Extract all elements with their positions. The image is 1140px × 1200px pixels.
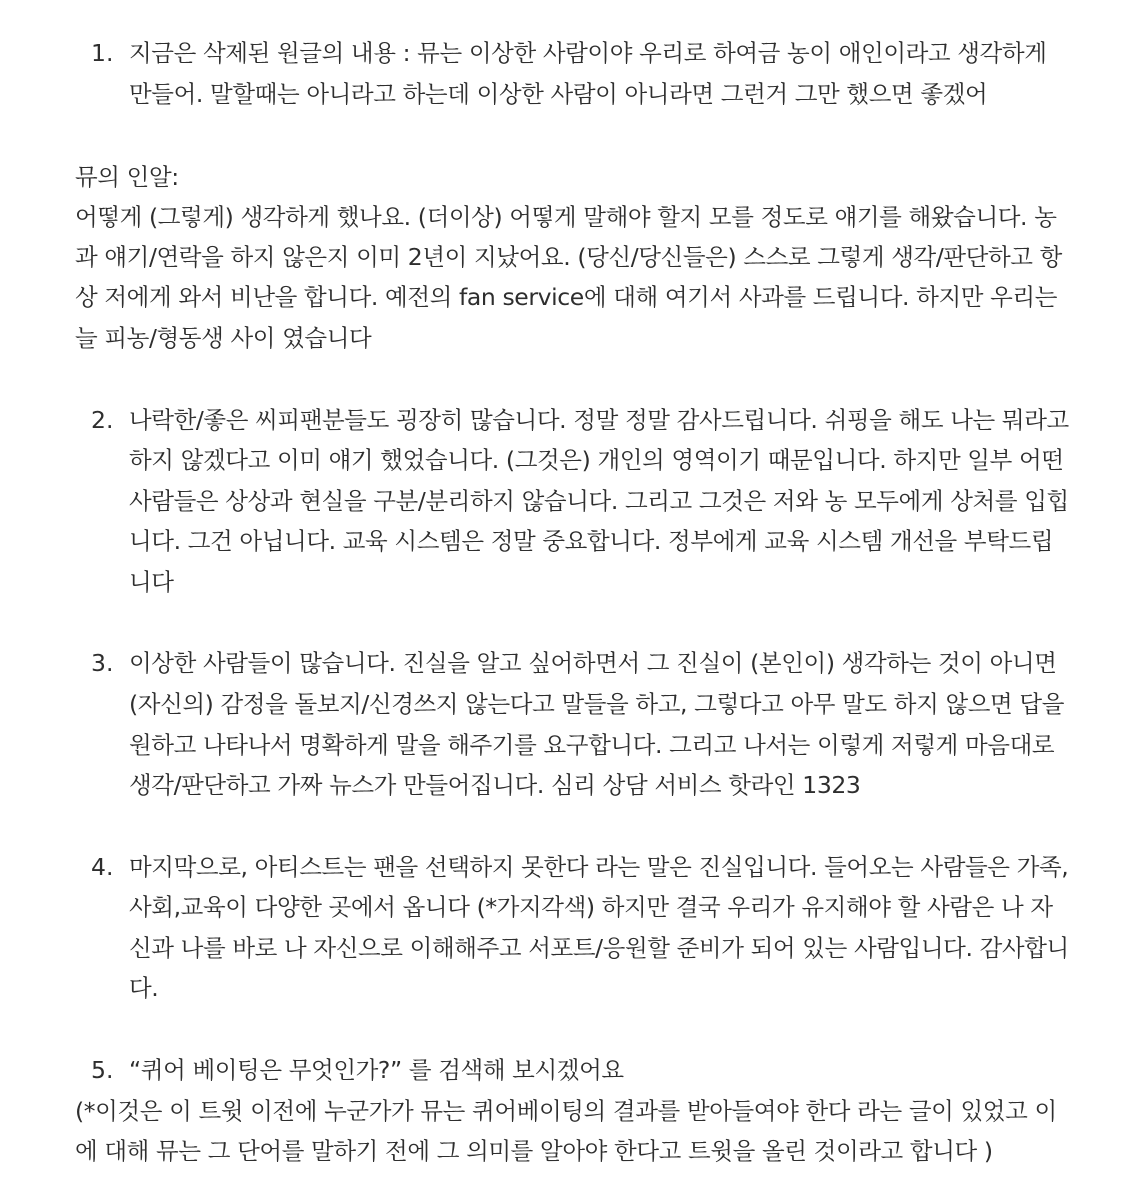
list-number: 1.: [91, 39, 114, 67]
paragraph-line: 생각/판단하고 가짜 뉴스가 만들어집니다. 심리 상담 서비스 핫라인 1323: [129, 771, 861, 799]
paragraph-line: 만들어. 말할때는 아니라고 하는데 이상한 사람이 아니라면 그런거 그만 했으면 좋겠어: [129, 80, 988, 108]
paragraph-line: 신과 나를 바로 나 자신으로 이해해주고 서포트/응원할 준비가 되어 있는 사람입니다. 감사합니: [129, 934, 1069, 962]
paragraph-line: (자신의) 감정을 돌보지/신경쓰지 않는다고 말들을 하고, 그렇다고 아무 말도 하지 않으면 답을: [129, 690, 1065, 718]
paragraph-line: 니다. 그건 아닙니다. 교육 시스템은 정말 중요합니다. 정부에게 교육 시스템 개선을 부탁드립: [129, 527, 1054, 555]
paragraph-line: 니다: [129, 568, 174, 596]
paragraph-line: 나락한/좋은 씨피팬분들도 굉장히 많습니다. 정말 정말 감사드립니다. 쉬핑을 해도 나는 뭐라고: [129, 406, 1069, 434]
translator-note-line: (*이것은 이 트윗 이전에 누군가가 뮤는 퀴어베이팅의 결과를 받아들여야 한다 라는 글이 있었고 이: [75, 1097, 1057, 1125]
paragraph-line: 사람들은 상상과 현실을 구분/분리하지 않습니다. 그리고 그것은 저와 농 모두에게 상처를 입힙: [129, 487, 1069, 515]
paragraph-line: 지금은 삭제된 원글의 내용 : 뮤는 이상한 사람이야 우리로 하여금 농이 애인이라고 생각하게: [129, 39, 1047, 67]
paragraph-line: 원하고 나타나서 명확하게 말을 해주기를 요구합니다. 그리고 나서는 이렇게 저렇게 마음대로: [129, 731, 1055, 759]
paragraph-line: 마지막으로, 아티스트는 팬을 선택하지 못한다 라는 말은 진실입니다. 들어오는 사람들은 가족,: [129, 853, 1069, 881]
list-number: 3.: [91, 649, 114, 677]
paragraph-line: 이상한 사람들이 많습니다. 진실을 알고 싶어하면서 그 진실이 (본인이) 생각하는 것이 아니면: [129, 649, 1057, 677]
paragraph-line: 과 얘기/연락을 하지 않은지 이미 2년이 지났어요. (당신/당신들은) 스스로 그렇게 생각/판단하고 항: [75, 243, 1062, 271]
list-number: 2.: [91, 406, 114, 434]
paragraph-line: 상 저에게 와서 비난을 합니다. 예전의 fan service에 대해 여기서 사과를 드립니다. 하지만 우리는: [75, 283, 1058, 311]
paragraph-line: 어떻게 (그렇게) 생각하게 했나요. (더이상) 어떻게 말해야 할지 모를 정도로 얘기를 해왔습니다. 농: [75, 203, 1057, 231]
paragraph-line: 다.: [129, 974, 159, 1002]
section-heading: 뮤의 인알:: [75, 163, 179, 191]
list-number: 5.: [91, 1056, 114, 1084]
paragraph-line: “퀴어 베이팅은 무엇인가?” 를 검색해 보시겠어요: [129, 1056, 624, 1084]
paragraph-line: 사회,교육이 다양한 곳에서 옵니다 (*가지각색) 하지만 결국 우리가 유지해야 할 사람은 나 자: [129, 893, 1053, 921]
translator-note-line: 에 대해 뮤는 그 단어를 말하기 전에 그 의미를 알아야 한다고 트윗을 올린 것이라고 합니다 ): [75, 1137, 993, 1165]
paragraph-line: 늘 피농/형동생 사이 였습니다: [75, 324, 372, 352]
list-number: 4.: [91, 853, 114, 881]
paragraph-line: 하지 않겠다고 이미 얘기 했었습니다. (그것은) 개인의 영역이기 때문입니다. 하지만 일부 어떤: [129, 446, 1064, 474]
